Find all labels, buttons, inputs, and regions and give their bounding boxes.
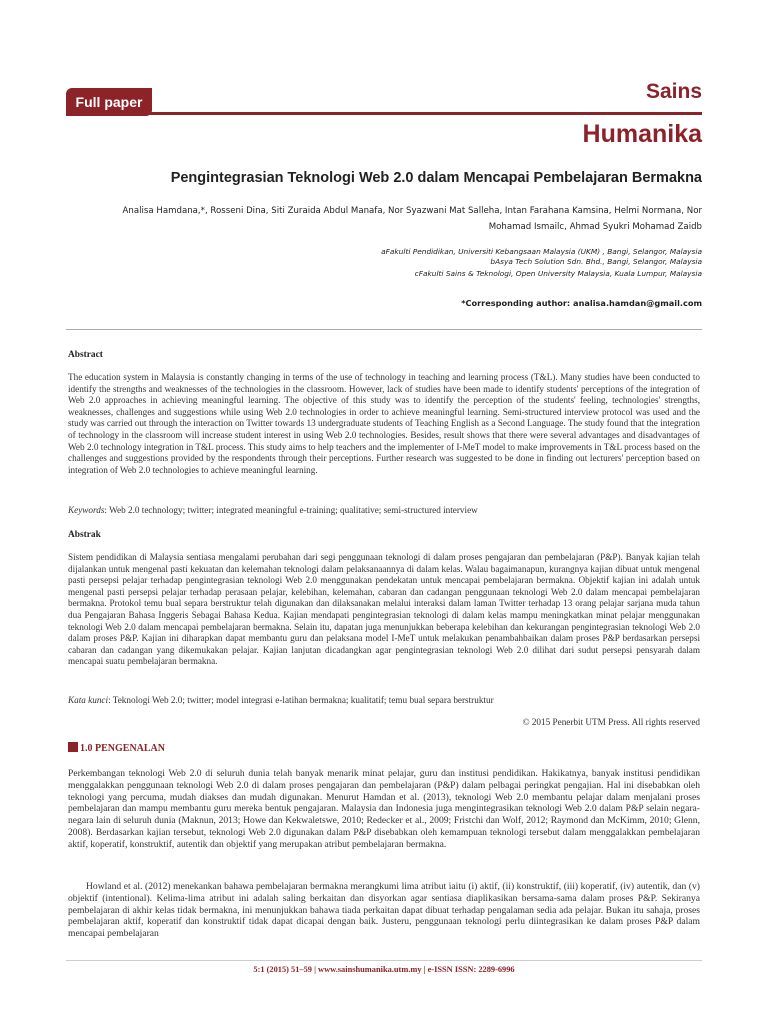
affiliation-a: aFakulti Pendidikan, Universiti Kebangsaan Malaysia (UKM) , Bangi, Selangor, Malaysia xyxy=(381,247,702,256)
section-divider xyxy=(66,329,702,330)
keywords-line xyxy=(68,505,700,515)
abstrak-text: Sistem pendidikan di Malaysia sentiasa mengalami perubahan dari segi penggunaan teknologi di dalam proses pengajaran dan pembelajaran (P&P). Banyak kajian telah dijalankan untuk mengenal pasti kekuatan dan kelemahan teknologi dalam pelaksanaannya di dalam kelas. Walau bagaimanapun, kurangnya kajian dibuat untuk mengenal pasti persepsi pelajar terhadap pengintegrasian teknologi Web 2.0 menggunakan pendekatan untuk mencapai pembelajaran bermakna. Objektif kajian ini adalah untuk mengenal pasti persepsi pelajar terhadap perasaan pelajar, kelebihan, kelemahan, cabaran dan cadangan penggunaan teknologi Web 2.0 dalam mencapai pembelajaran bermakna. Protokol temu bual separa berstruktur telah digunakan dan dilaksanakan melalui interaksi dalam laman Twitter terhadap 13 orang pelajar sarjana muda tahun dua Pengajaran Bahasa Inggeris Sebagai Bahasa Kedua. Kajian mendapati pengintegrasian teknologi di dalam kelas mampu meningkatkan minat pelajar menggunakan teknologi Web 2.0 dalam mencapai pembelajaran bermakna. Selain itu, dapatan juga menunjukkan beberapa kelebihan dan kekurangan pengintegrasian teknologi Web 2.0 dalam proses P&P. Kajian ini diharapkan dapat membantu guru dan pelaksana model I-MeT untuk melakukan penambahbaikan dalam proses P&P berdasarkan persepsi cabaran dan cadangan yang dikemukakan pelajar. Kajian lanjutan dicadangkan agar pengintegrasian teknologi Web 2.0 dilihat dari sudut persepsi pensyarah dalam mencapai suatu pembelajaran bermakna. xyxy=(68,552,700,667)
kata-kunci-line xyxy=(68,695,700,705)
abstrak-heading: Abstrak xyxy=(68,530,101,540)
article-type-badge: Full paper xyxy=(66,88,152,116)
section-heading-label: 1.0 PENGENALAN xyxy=(80,743,166,754)
journal-name-line2: Humanika xyxy=(582,120,702,148)
kata-kunci-label: Kata kunci xyxy=(68,695,109,705)
affiliation-c: cFakulti Sains & Teknologi, Open University Malaysia, Kuala Lumpur, Malaysia xyxy=(414,269,702,278)
section-marker-icon xyxy=(68,742,78,752)
author-list: Analisa Hamdana,*, Rosseni Dina, Siti Zuraida Abdul Manafa, Nor Syazwani Mat Salleha, Intan Farahana Kamsina, Helmi Normana, Nor Mohamad Ismailc, Ahmad Syukri Mohamad Zaidb xyxy=(122,206,702,232)
page-footer: 5:1 (2015) 51–59 | www.sainshumanika.utm.my | e-ISSN ISSN: 2289-6996 xyxy=(253,965,515,974)
corresponding-author: *Corresponding author: analisa.hamdan@gmail.com xyxy=(461,298,702,308)
footer-divider xyxy=(66,960,702,961)
copyright-notice: © 2015 Penerbit UTM Press. All rights reserved xyxy=(522,717,700,727)
kata-kunci-text: : Teknologi Web 2.0; twitter; model integrasi e-latihan bermakna; kualitatif; temu bual separa berstruktur xyxy=(108,695,494,705)
section-heading xyxy=(68,742,165,754)
intro-paragraph-2: Howland et al. (2012) menekankan bahawa pembelajaran bermakna merangkumi lima atribut iaitu (i) aktif, (ii) konstruktif, (iii) koperatif, (iv) autentik, dan (v) objektif (intentional). Kelima-lima atribut ini adalah saling berkaitan dan disyorkan agar sentiasa diaplikasikan bersama-sama dalam proses P&P. Sekiranya pembelajaran di akhir kelas tidak bermakna, ini menunjukkan bahawa tiada perkaitan dapat dibuat terhadap pengalaman sedia ada pelajar. Bukan itu sahaja, proses pembelajaran aktif, koperatif dan konstruktif tidak dapat dicapai dengan baik. Justeru, penggunaan teknologi perlu diintegrasikan ke dalam proses P&P dalam mencapai pembelajaran xyxy=(68,881,700,940)
abstract-text: The education system in Malaysia is constantly changing in terms of the use of technology in teaching and learning process (T&L). Many studies have been conducted to identify the strengths and weaknesses of the technologies in the classroom. However, lack of studies have been made to identify students' perceptions of the integration of Web 2.0 approaches in achieving meaningful learning. The objective of this study was to identify the perception of the students' feeling, technologies' strengths, weaknesses, challenges and suggestions while using Web 2.0 technologies in order to achieve meaningful learning. Semi-structured interview protocol was used and the study was carried out through the interaction on Twitter towards 13 undergraduate students of Teaching English as a Second Language. The study found that the integration of technology in the classroom will increase student interest in using Web 2.0 technologies. Besides, result shows that there were several advantages and disadvantages of Web 2.0 technology integration in T&L process. This study aims to help teachers and the implementer of I-MeT model to make improvements in T&L process based on the challenges and suggestions provided by the respondents through their perceptions. Further research was suggested to be done in finding out lecturers' perception based on integration of Web 2.0 technologies to achieve meaningful learning. xyxy=(68,372,700,475)
header-divider xyxy=(66,112,702,115)
paper-title: Pengintegrasian Teknologi Web 2.0 dalam Mencapai Pembelajaran Bermakna xyxy=(170,170,702,186)
keywords-text: : Web 2.0 technology; twitter; integrated meaningful e-training; qualitative; semi-structured interview xyxy=(104,505,478,515)
intro-paragraph-1: Perkembangan teknologi Web 2.0 di seluruh dunia telah banyak menarik minat pelajar, guru dan institusi pendidikan. Hakikatnya, banyak institusi pendidikan menggalakkan penggunaan teknologi Web 2.0 di dalam proses pengajaran dan pembelajaran (P&P) dalam pelbagai peringkat pengajian. Hal ini disebabkan oleh teknologi yang percuma, mudah diakses dan mudah digunakan. Menurut Hamdan et al. (2013), teknologi Web 2.0 membantu pelajar dalam menjalani proses pembelajaran dan mampu membantu guru mereka bentuk pengajaran. Malaysia dan Indonesia juga mengintegrasikan teknologi Web 2.0 dalam P&P selain negara-negara lain di seluruh dunia (Maknun, 2013; Howe dan Kekwaletswe, 2010; Redecker et al., 2009; Fristchi dan Wolf, 2012; Raymond dan McKimm, 2010; Glenn, 2008). Berdasarkan kajian tersebut, teknologi Web 2.0 digunakan dalam P&P disebabkan oleh kemampuan teknologi tersebut dalam menggalakkan pembelajaran aktif, koperatif, konstruktif, autentik dan objektif yang merupakan atribut pembelajaran bermakna. xyxy=(68,768,700,850)
journal-name-line1: Sains xyxy=(645,80,702,103)
abstract-heading: Abstract xyxy=(68,350,103,360)
keywords-label: Keywords xyxy=(68,505,105,515)
affiliation-b: bAsya Tech Solution Sdn. Bhd., Bangi, Selangor, Malaysia xyxy=(490,257,702,266)
